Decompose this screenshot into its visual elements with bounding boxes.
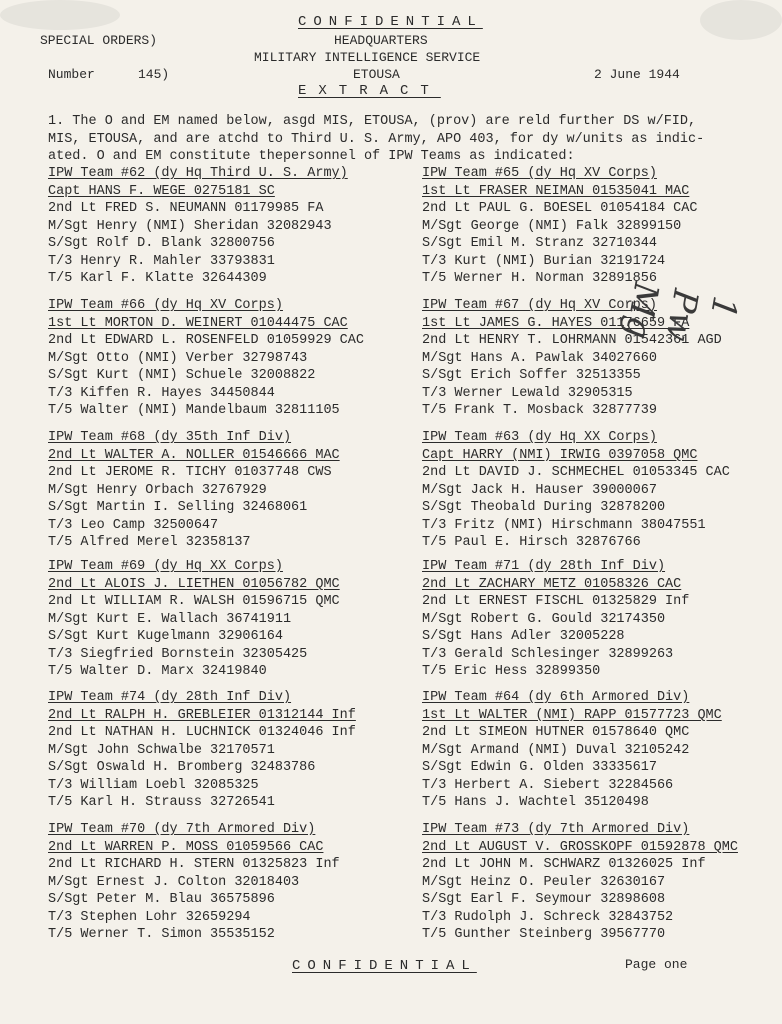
team-heading: IPW Team #63 (dy Hq XX Corps) — [422, 430, 657, 445]
team-heading: IPW Team #67 (dy Hq XV Corps) — [422, 298, 657, 313]
team-member: 1st Lt MORTON D. WEINERT 01044475 CAC — [48, 315, 348, 331]
team-member: T/5 Walter D. Marx 32419840 — [48, 664, 267, 679]
team-member: 2nd Lt WILLIAM R. WALSH 01596715 QMC — [48, 594, 340, 609]
orders-paragraph — [48, 113, 738, 166]
team-block — [422, 429, 730, 552]
team-member: 2nd Lt ZACHARY METZ 01058326 CAC — [422, 576, 682, 592]
team-member: 2nd Lt SIMEON HUTNER 01578640 QMC — [422, 725, 690, 740]
team-member: 2nd Lt EDWARD L. ROSENFELD 01059929 CAC — [48, 333, 364, 348]
team-member: T/3 Werner Lewald 32905315 — [422, 385, 633, 401]
team-heading: IPW Team #68 (dy 35th Inf Div) — [48, 430, 292, 445]
team-member: S/Sgt Martin I. Selling 32468061 — [48, 500, 308, 515]
paragraph-line: MIS, ETOUSA, and are atchd to Third U. S. Army, APO 403, for dy w/units as indic- — [48, 131, 705, 147]
team-member: T/3 Rudolph J. Schreck 32843752 — [422, 909, 674, 925]
team-block — [422, 689, 722, 812]
team-member: S/Sgt Kurt Kugelmann 32906164 — [48, 629, 283, 644]
paragraph-line: ated. O and EM constitute thepersonnel of IPW Teams as indicated: — [48, 149, 575, 164]
team-member: T/5 Gunther Steinberg 39567770 — [422, 927, 666, 942]
scan-smudge — [0, 0, 120, 30]
classification-footer: CONFIDENTIAL — [292, 958, 477, 974]
team-member: T/3 Henry R. Mahler 33793831 — [48, 253, 275, 269]
team-member: 2nd Lt WALTER A. NOLLER 01546666 MAC — [48, 447, 340, 463]
team-member: T/5 Hans J. Wachtel 35120498 — [422, 795, 649, 810]
team-member: M/Sgt Robert G. Gould 32174350 — [422, 611, 666, 627]
team-member: T/3 Siegfried Bornstein 32305425 — [48, 646, 308, 662]
team-member: 2nd Lt FRED S. NEUMANN 01179985 FA — [48, 201, 324, 216]
team-member: T/5 Eric Hess 32899350 — [422, 664, 601, 679]
team-heading: IPW Team #66 (dy Hq XV Corps) — [48, 298, 283, 313]
team-member: T/3 Kiffen R. Hayes 34450844 — [48, 385, 275, 401]
team-member: 2nd Lt RICHARD H. STERN 01325823 Inf — [48, 857, 340, 872]
team-member: Capt HANS F. WEGE 0275181 SC — [48, 183, 275, 199]
team-member: 1st Lt FRASER NEIMAN 01535041 MAC — [422, 183, 690, 199]
team-block — [48, 429, 340, 552]
team-member: M/Sgt Heinz O. Peuler 32630167 — [422, 874, 666, 890]
order-date: 2 June 1944 — [594, 67, 680, 82]
team-member: M/Sgt Otto (NMI) Verber 32798743 — [48, 350, 308, 366]
team-member: M/Sgt John Schwalbe 32170571 — [48, 742, 275, 758]
team-block — [48, 821, 340, 944]
team-member: M/Sgt Armand (NMI) Duval 32105242 — [422, 742, 690, 758]
team-member: S/Sgt Erich Soffer 32513355 — [422, 368, 641, 383]
team-member: S/Sgt Peter M. Blau 36575896 — [48, 892, 275, 907]
team-member: 2nd Lt WARREN P. MOSS 01059566 CAC — [48, 839, 324, 855]
team-member: T/3 Herbert A. Siebert 32284566 — [422, 777, 674, 793]
team-member: 2nd Lt PAUL G. BOESEL 01054184 CAC — [422, 201, 698, 216]
team-member: T/5 Alfred Merel 32358137 — [48, 535, 251, 550]
team-member: T/5 Werner H. Norman 32891856 — [422, 271, 657, 286]
team-member: S/Sgt Edwin G. Olden 33335617 — [422, 760, 657, 775]
team-block — [422, 165, 697, 288]
team-member: S/Sgt Earl F. Seymour 32898608 — [422, 892, 666, 907]
team-heading: IPW Team #74 (dy 28th Inf Div) — [48, 690, 292, 705]
team-member: T/5 Karl F. Klatte 32644309 — [48, 271, 267, 286]
team-member: 2nd Lt ERNEST FISCHL 01325829 Inf — [422, 594, 690, 609]
team-member: T/3 Gerald Schlesinger 32899263 — [422, 646, 674, 662]
team-member: 2nd Lt JEROME R. TICHY 01037748 CWS — [48, 465, 332, 480]
team-member: M/Sgt Henry Orbach 32767929 — [48, 482, 267, 498]
team-member: S/Sgt Hans Adler 32005228 — [422, 629, 625, 644]
team-block — [48, 689, 356, 812]
team-block — [48, 297, 364, 420]
team-member: M/Sgt Ernest J. Colton 32018403 — [48, 874, 300, 890]
team-member: M/Sgt Jack H. Hauser 39000067 — [422, 482, 657, 498]
team-member: M/Sgt George (NMI) Falk 32899150 — [422, 218, 682, 234]
team-member: 1st Lt JAMES G. HAYES 01176659 FA — [422, 315, 690, 331]
team-member: T/3 Leo Camp 32500647 — [48, 517, 219, 533]
team-member: T/3 Stephen Lohr 32659294 — [48, 909, 251, 925]
handwritten-annotation: 1 Pw Mg — [616, 279, 745, 345]
org-etousa: ETOUSA — [353, 67, 400, 82]
scan-smudge — [700, 0, 782, 40]
team-member: T/5 Werner T. Simon 35535152 — [48, 927, 275, 942]
team-heading: IPW Team #73 (dy 7th Armored Div) — [422, 822, 690, 837]
team-member: T/5 Karl H. Strauss 32726541 — [48, 795, 275, 810]
org-headquarters: HEADQUARTERS — [334, 33, 428, 48]
team-heading: IPW Team #62 (dy Hq Third U. S. Army) — [48, 166, 348, 181]
team-block — [422, 821, 738, 944]
team-member: S/Sgt Rolf D. Blank 32800756 — [48, 236, 275, 251]
org-mis: MILITARY INTELLIGENCE SERVICE — [254, 50, 481, 65]
number-value: 145) — [138, 67, 170, 82]
classification-header: CONFIDENTIAL — [298, 14, 483, 30]
team-member: 2nd Lt RALPH H. GREBLEIER 01312144 Inf — [48, 707, 356, 723]
number-label: Number — [48, 67, 95, 82]
team-member: 2nd Lt ALOIS J. LIETHEN 01056782 QMC — [48, 576, 340, 592]
team-block — [48, 558, 340, 681]
team-block — [422, 558, 689, 681]
team-member: M/Sgt Hans A. Pawlak 34027660 — [422, 350, 657, 366]
team-member: S/Sgt Theobald During 32878200 — [422, 500, 666, 515]
team-member: T/3 Fritz (NMI) Hirschmann 38047551 — [422, 517, 706, 533]
team-heading: IPW Team #64 (dy 6th Armored Div) — [422, 690, 690, 705]
team-member: M/Sgt Kurt E. Wallach 36741911 — [48, 611, 292, 627]
team-member: T/3 Kurt (NMI) Burian 32191724 — [422, 253, 666, 269]
team-member: 1st Lt WALTER (NMI) RAPP 01577723 QMC — [422, 707, 722, 723]
team-member: 2nd Lt HENRY T. LOHRMANN 01542361 AGD — [422, 333, 722, 348]
team-member: S/Sgt Oswald H. Bromberg 32483786 — [48, 760, 316, 775]
team-member: 2nd Lt NATHAN H. LUCHNICK 01324046 Inf — [48, 725, 356, 740]
paragraph-line: 1. The O and EM named below, asgd MIS, ETOUSA, (prov) are reld further DS w/FID, — [48, 114, 697, 129]
special-orders-label: SPECIAL ORDERS) — [40, 33, 158, 48]
team-heading: IPW Team #71 (dy 28th Inf Div) — [422, 559, 666, 574]
team-member: T/5 Walter (NMI) Mandelbaum 32811105 — [48, 403, 340, 418]
page-number: Page one — [625, 957, 688, 972]
team-member: 2nd Lt JOHN M. SCHWARZ 01326025 Inf — [422, 857, 706, 872]
team-heading: IPW Team #65 (dy Hq XV Corps) — [422, 166, 657, 181]
team-member: 2nd Lt DAVID J. SCHMECHEL 01053345 CAC — [422, 465, 730, 480]
extract-title: EXTRACT — [298, 83, 441, 99]
team-member: S/Sgt Emil M. Stranz 32710344 — [422, 236, 657, 251]
team-member: T/5 Frank T. Mosback 32877739 — [422, 403, 657, 418]
team-member: Capt HARRY (NMI) IRWIG 0397058 QMC — [422, 447, 698, 463]
team-heading: IPW Team #69 (dy Hq XX Corps) — [48, 559, 283, 574]
team-member: 2nd Lt AUGUST V. GROSSKOPF 01592878 QMC — [422, 839, 738, 855]
team-member: S/Sgt Kurt (NMI) Schuele 32008822 — [48, 368, 316, 383]
team-member: M/Sgt Henry (NMI) Sheridan 32082943 — [48, 218, 332, 234]
team-block — [48, 165, 348, 288]
team-member: T/5 Paul E. Hirsch 32876766 — [422, 535, 641, 550]
team-member: T/3 William Loebl 32085325 — [48, 777, 259, 793]
team-heading: IPW Team #70 (dy 7th Armored Div) — [48, 822, 316, 837]
